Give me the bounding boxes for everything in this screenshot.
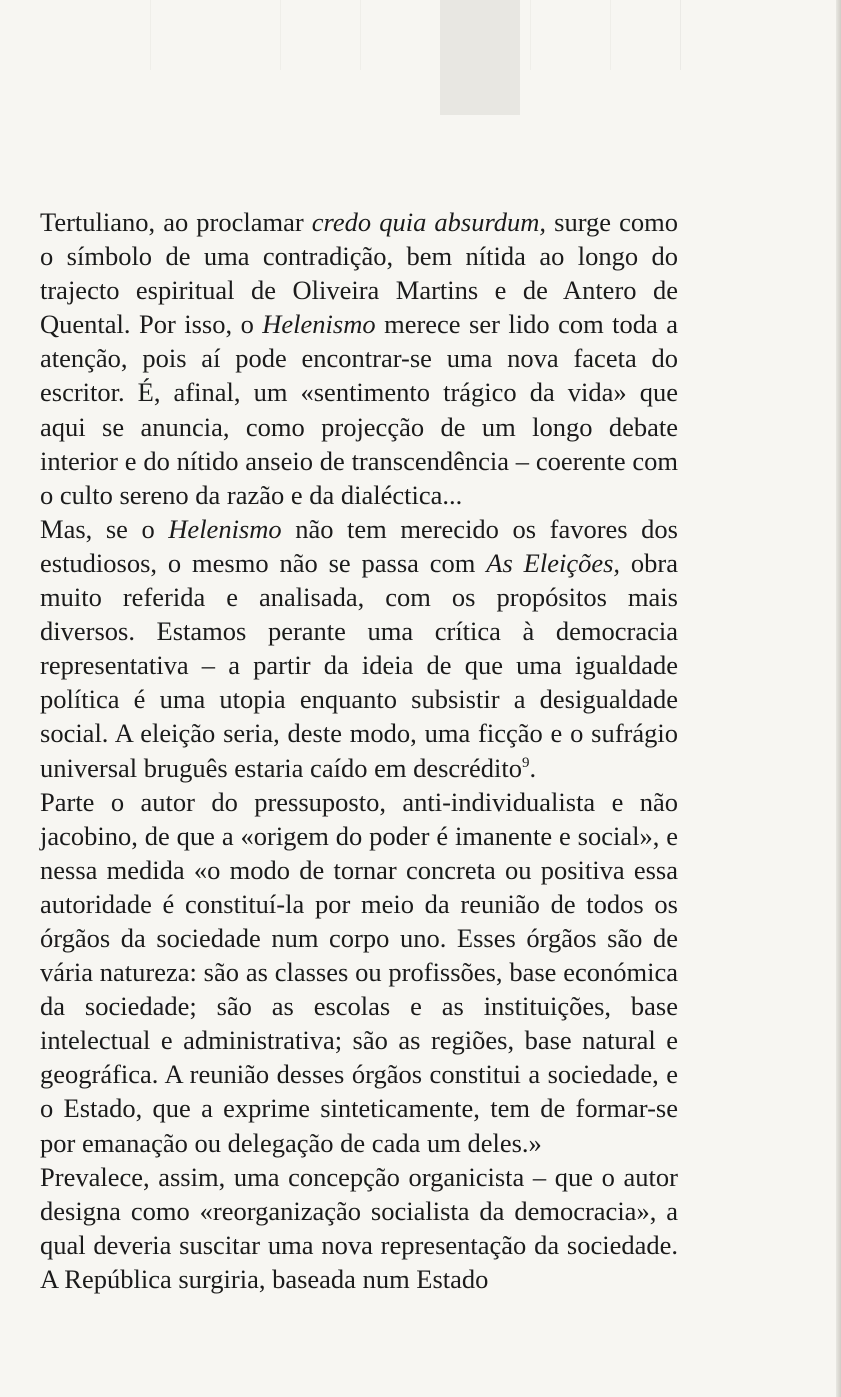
text-run: obra muito referida e analisada, com os propósitos mais diversos. Estamos perante uma crítica à democracia representativa – a partir da ideia de que uma igualdade política é uma utopia enquanto subsistir a desigualdade social. A eleição seria, deste modo, uma ficção e o sufrágio universal bruguês estaria caído em descrédito xyxy=(40,547,678,783)
footnote-reference: 9 xyxy=(521,754,530,771)
paragraph xyxy=(40,205,678,512)
paragraph xyxy=(40,785,678,1160)
bleed-through-shading xyxy=(440,0,520,115)
paragraph xyxy=(40,1160,678,1296)
italic-title: As Eleições, xyxy=(486,547,621,578)
italic-title: Helenismo xyxy=(168,513,282,544)
body-text xyxy=(40,205,678,1296)
page-edge xyxy=(836,0,841,1397)
text-run: Mas, se o xyxy=(40,513,169,544)
paragraph xyxy=(40,512,678,785)
text-run: Tertuliano, ao proclamar xyxy=(40,207,312,237)
text-run: surge como o símbolo de uma contradição, bem nítida ao longo do trajecto espiritual de Oliveira Martins e de Antero de Quental. Por isso, o xyxy=(40,207,679,340)
italic-title: credo quia absurdum, xyxy=(311,207,547,237)
italic-title: Helenismo xyxy=(262,309,376,340)
text-run: não tem merecido os favores dos estudiosos, o mesmo não se passa com xyxy=(40,513,678,578)
text-run: Prevalece, assim, uma concepção organicista – que o autor designa como «reorganização socialista da democracia», a qual deveria suscitar uma nova representação da sociedade. A República surgiria, baseada num Estado xyxy=(40,1161,678,1294)
text-run: merece ser lido com toda a atenção, pois aí pode encontrar-se uma nova faceta do escritor. É, afinal, um «sentimento trágico da vida» que aqui se anuncia, como projecção de um longo debate interior e do nítido anseio de transcendência – coerente com o culto sereno da razão e da dialéctica... xyxy=(40,309,679,510)
text-run: . xyxy=(529,752,537,783)
bleed-through-table-lines xyxy=(60,0,681,70)
text-run: Parte o autor do pressuposto, anti-individualista e não jacobino, de que a «origem do poder é imanente e social», e nessa medida «o modo de tornar concreta ou positiva essa autoridade é constituí-la por meio da reunião de todos os órgãos da sociedade num corpo uno. Esses órgãos são de vária natureza: são as classes ou profissões, base económica da sociedade; são as escolas e as instituições, base intelectual e administrativa; são as regiões, base natural e geográfica. A reunião desses órgãos constitui a sociedade, e o Estado, que a exprime sinteticamente, tem de formar-se por emanação ou delegação de cada um deles.» xyxy=(40,786,678,1158)
